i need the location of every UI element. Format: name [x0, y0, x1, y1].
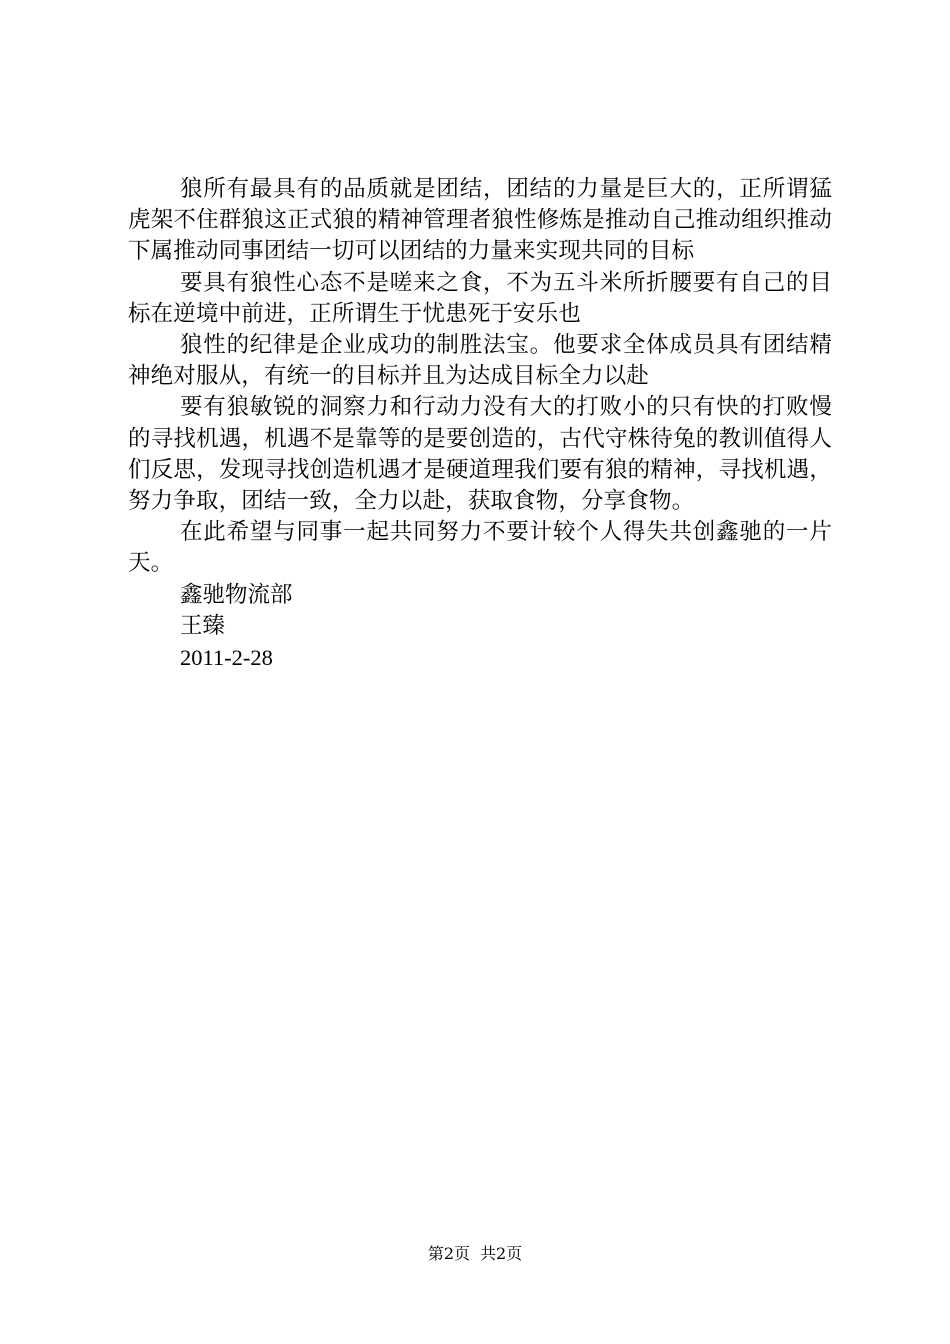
page-number: 第2页	[427, 1244, 470, 1263]
page-total: 共2页	[480, 1244, 523, 1263]
document-body	[128, 174, 832, 673]
signature-name: 王臻	[180, 612, 226, 639]
paragraph-mindset: 要具有狼性心态不是嗟来之食，不为五斗米所折腰要有自己的目标在逆境中前进，正所谓生于忧患死于安乐也	[128, 269, 832, 327]
paragraph-discipline: 狼性的纪律是企业成功的制胜法宝。他要求全体成员具有团结精神绝对服从，有统一的目标并且为达成目标全力以赴	[128, 332, 832, 390]
paragraph-insight: 要有狼敏锐的洞察力和行动力没有大的打败小的只有快的打败慢的寻找机遇，机遇不是靠等的是要创造的，古代守株待兔的教训值得人们反思，发现寻找创造机遇才是硬道理我们要有狼的精神，寻找机遇，努力争取，团结一致，全力以赴，获取食物，分享食物。	[128, 394, 832, 515]
page-footer	[0, 1244, 950, 1264]
signature-department: 鑫驰物流部	[180, 581, 293, 608]
paragraph-closing: 在此希望与同事一起共同努力不要计较个人得失共创鑫驰的一片天。	[128, 519, 832, 577]
paragraph-unity: 狼所有最具有的品质就是团结，团结的力量是巨大的，正所谓猛虎架不住群狼这正式狼的精神管理者狼性修炼是推动自己推动组织推动下属推动同事团结一切可以团结的力量来实现共同的目标	[128, 176, 832, 265]
signature-date: 2011-2-28	[180, 645, 273, 671]
